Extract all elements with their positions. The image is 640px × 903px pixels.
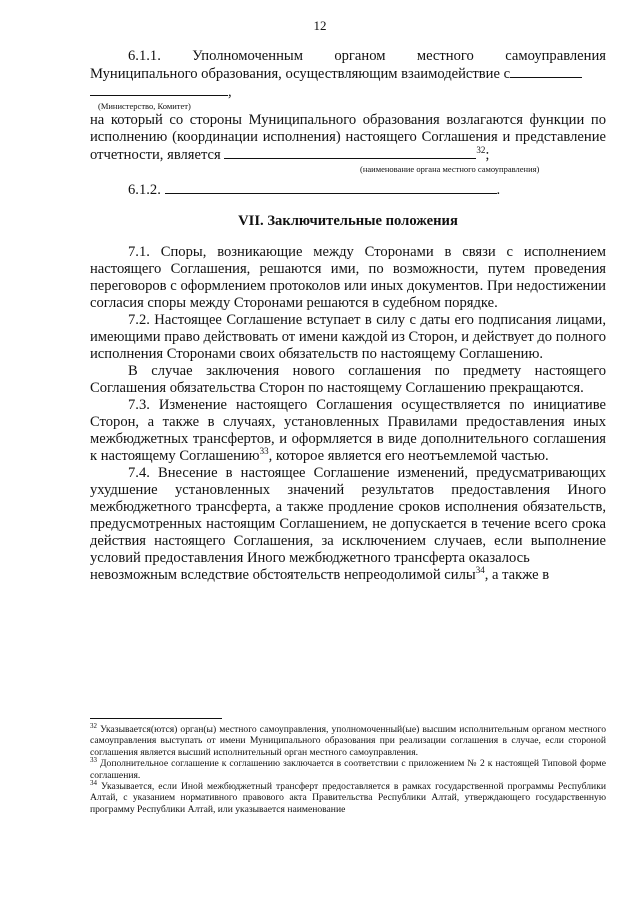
- paragraph-7-4-text-b: невозможным вследствие обстоятельств непреодолимой силы: [90, 567, 476, 583]
- document-body: [90, 48, 606, 584]
- footnote-34: [90, 778, 606, 815]
- comma: ,: [228, 84, 232, 100]
- paragraph-7-1: 7.1. Споры, возникающие между Сторонами в связи с исполнением настоящего Соглашения, решаются ими, по возможности, путем проведения переговоров с оформлением протоколов или иных документов. При недостижении согласия споры между Сторонами решаются в судебном порядке.: [90, 244, 606, 311]
- footnote-mark: 34: [90, 778, 97, 787]
- page-number: 12: [313, 18, 327, 33]
- footnote-ref-33: 33: [259, 446, 269, 457]
- footnote-ref-32: 32: [476, 145, 486, 156]
- footnote-ref-34: 34: [475, 565, 485, 576]
- footnote-text: Указывается(ются) орган(ы) местного самоуправления, уполномоченный(ые) высшим исполнительным органом местного самоуправления выступать от имени Муниципального образования при реализации соглашения в случае, если стороной соглашения является высший исполнительный орган местного самоуправления.: [90, 724, 606, 758]
- caption-ministry: (Министерство, Комитет): [98, 101, 191, 111]
- blank-line: [90, 83, 228, 96]
- footnote-mark: 33: [90, 756, 97, 765]
- footnote-text: Указывается, если Иной межбюджетный трансферт предоставляется в рамках государственной программы Республики Алтай, с указанием нормативного правового акта Правительства Республики Алтай, утверждающего государственную программу Республики Алтай, или указывается наименование: [90, 781, 606, 815]
- clause-6-1-1-blank-row: [90, 83, 606, 101]
- caption-row: [90, 164, 606, 175]
- caption-row: [90, 101, 606, 112]
- period: .: [496, 182, 501, 198]
- paragraph-7-4: 7.4. Внесение в настоящее Соглашение изменений, предусматривающих ухудшение установленных значений результатов предоставления Иного межбюджетного трансферта, а также продление сроков исполнения обязательств, предусмотренных настоящим Соглашением, не допускается в течение всего срока действия настоящего Соглашения, за исключением случаев, если выполнение условий предоставления Иного межбюджетного трансферта оказалось: [90, 465, 606, 566]
- clause-6-1-1-continuation: [90, 112, 606, 164]
- footnote-32: [90, 721, 606, 758]
- paragraph-7-3-text-a: 7.3. Изменение настоящего Соглашения осуществляется по инициативе Сторон, а также в случаях, установленных Правилами предоставления иных межбюджетных трансфертов, и оформляется в виде дополнительного соглашения к настоящему Соглашению: [90, 397, 606, 464]
- clause-6-1-1-continuation-text: на который со стороны Муниципального образования возлагаются функции по исполнению (координации исполнения) настоящего Соглашения и представление отчетности, является: [90, 112, 606, 163]
- footnote-mark: 32: [90, 721, 97, 730]
- paragraph-7-4-text-c: , а также в: [484, 567, 550, 583]
- paragraph-7-4-continuation: [90, 567, 606, 584]
- footnote-separator: [90, 718, 222, 719]
- section-heading: VII. Заключительные положения: [238, 213, 458, 229]
- clause-6-1-2-number: 6.1.2.: [128, 182, 161, 198]
- blank-line: [165, 181, 497, 194]
- footnote-text: Дополнительное соглашение к соглашению заключается в соответствии с приложением № 2 к настоящей Типовой форме соглашения.: [90, 758, 606, 781]
- clause-6-1-1-text: 6.1.1. Уполномоченным органом местного самоуправления Муниципального образования, осуществляющим взаимодействие с: [90, 48, 606, 82]
- paragraph-7-2-b: В случае заключения нового соглашения по предмету настоящего Соглашения обязательства Сторон по настоящему Соглашению прекращаются.: [90, 363, 606, 396]
- clause-6-1-2: [90, 181, 606, 199]
- clause-6-1-1: [90, 48, 606, 83]
- paragraph-7-2: 7.2. Настоящее Соглашение вступает в силу с даты его подписания лицами, имеющими право действовать от имени каждой из Сторон, и действует до полного исполнения Сторонами своих обязательств по настоящему Соглашению.: [90, 312, 606, 362]
- semicolon: ;: [485, 147, 490, 163]
- paragraph-7-3-text-b: , которое является его неотъемлемой частью.: [268, 448, 549, 464]
- footnote-33: [90, 758, 606, 781]
- blank-line: [510, 65, 582, 78]
- footnotes: [90, 721, 606, 815]
- blank-line: [224, 146, 476, 159]
- caption-body: (наименование органа местного самоуправления): [360, 164, 540, 174]
- paragraph-7-3: [90, 397, 606, 465]
